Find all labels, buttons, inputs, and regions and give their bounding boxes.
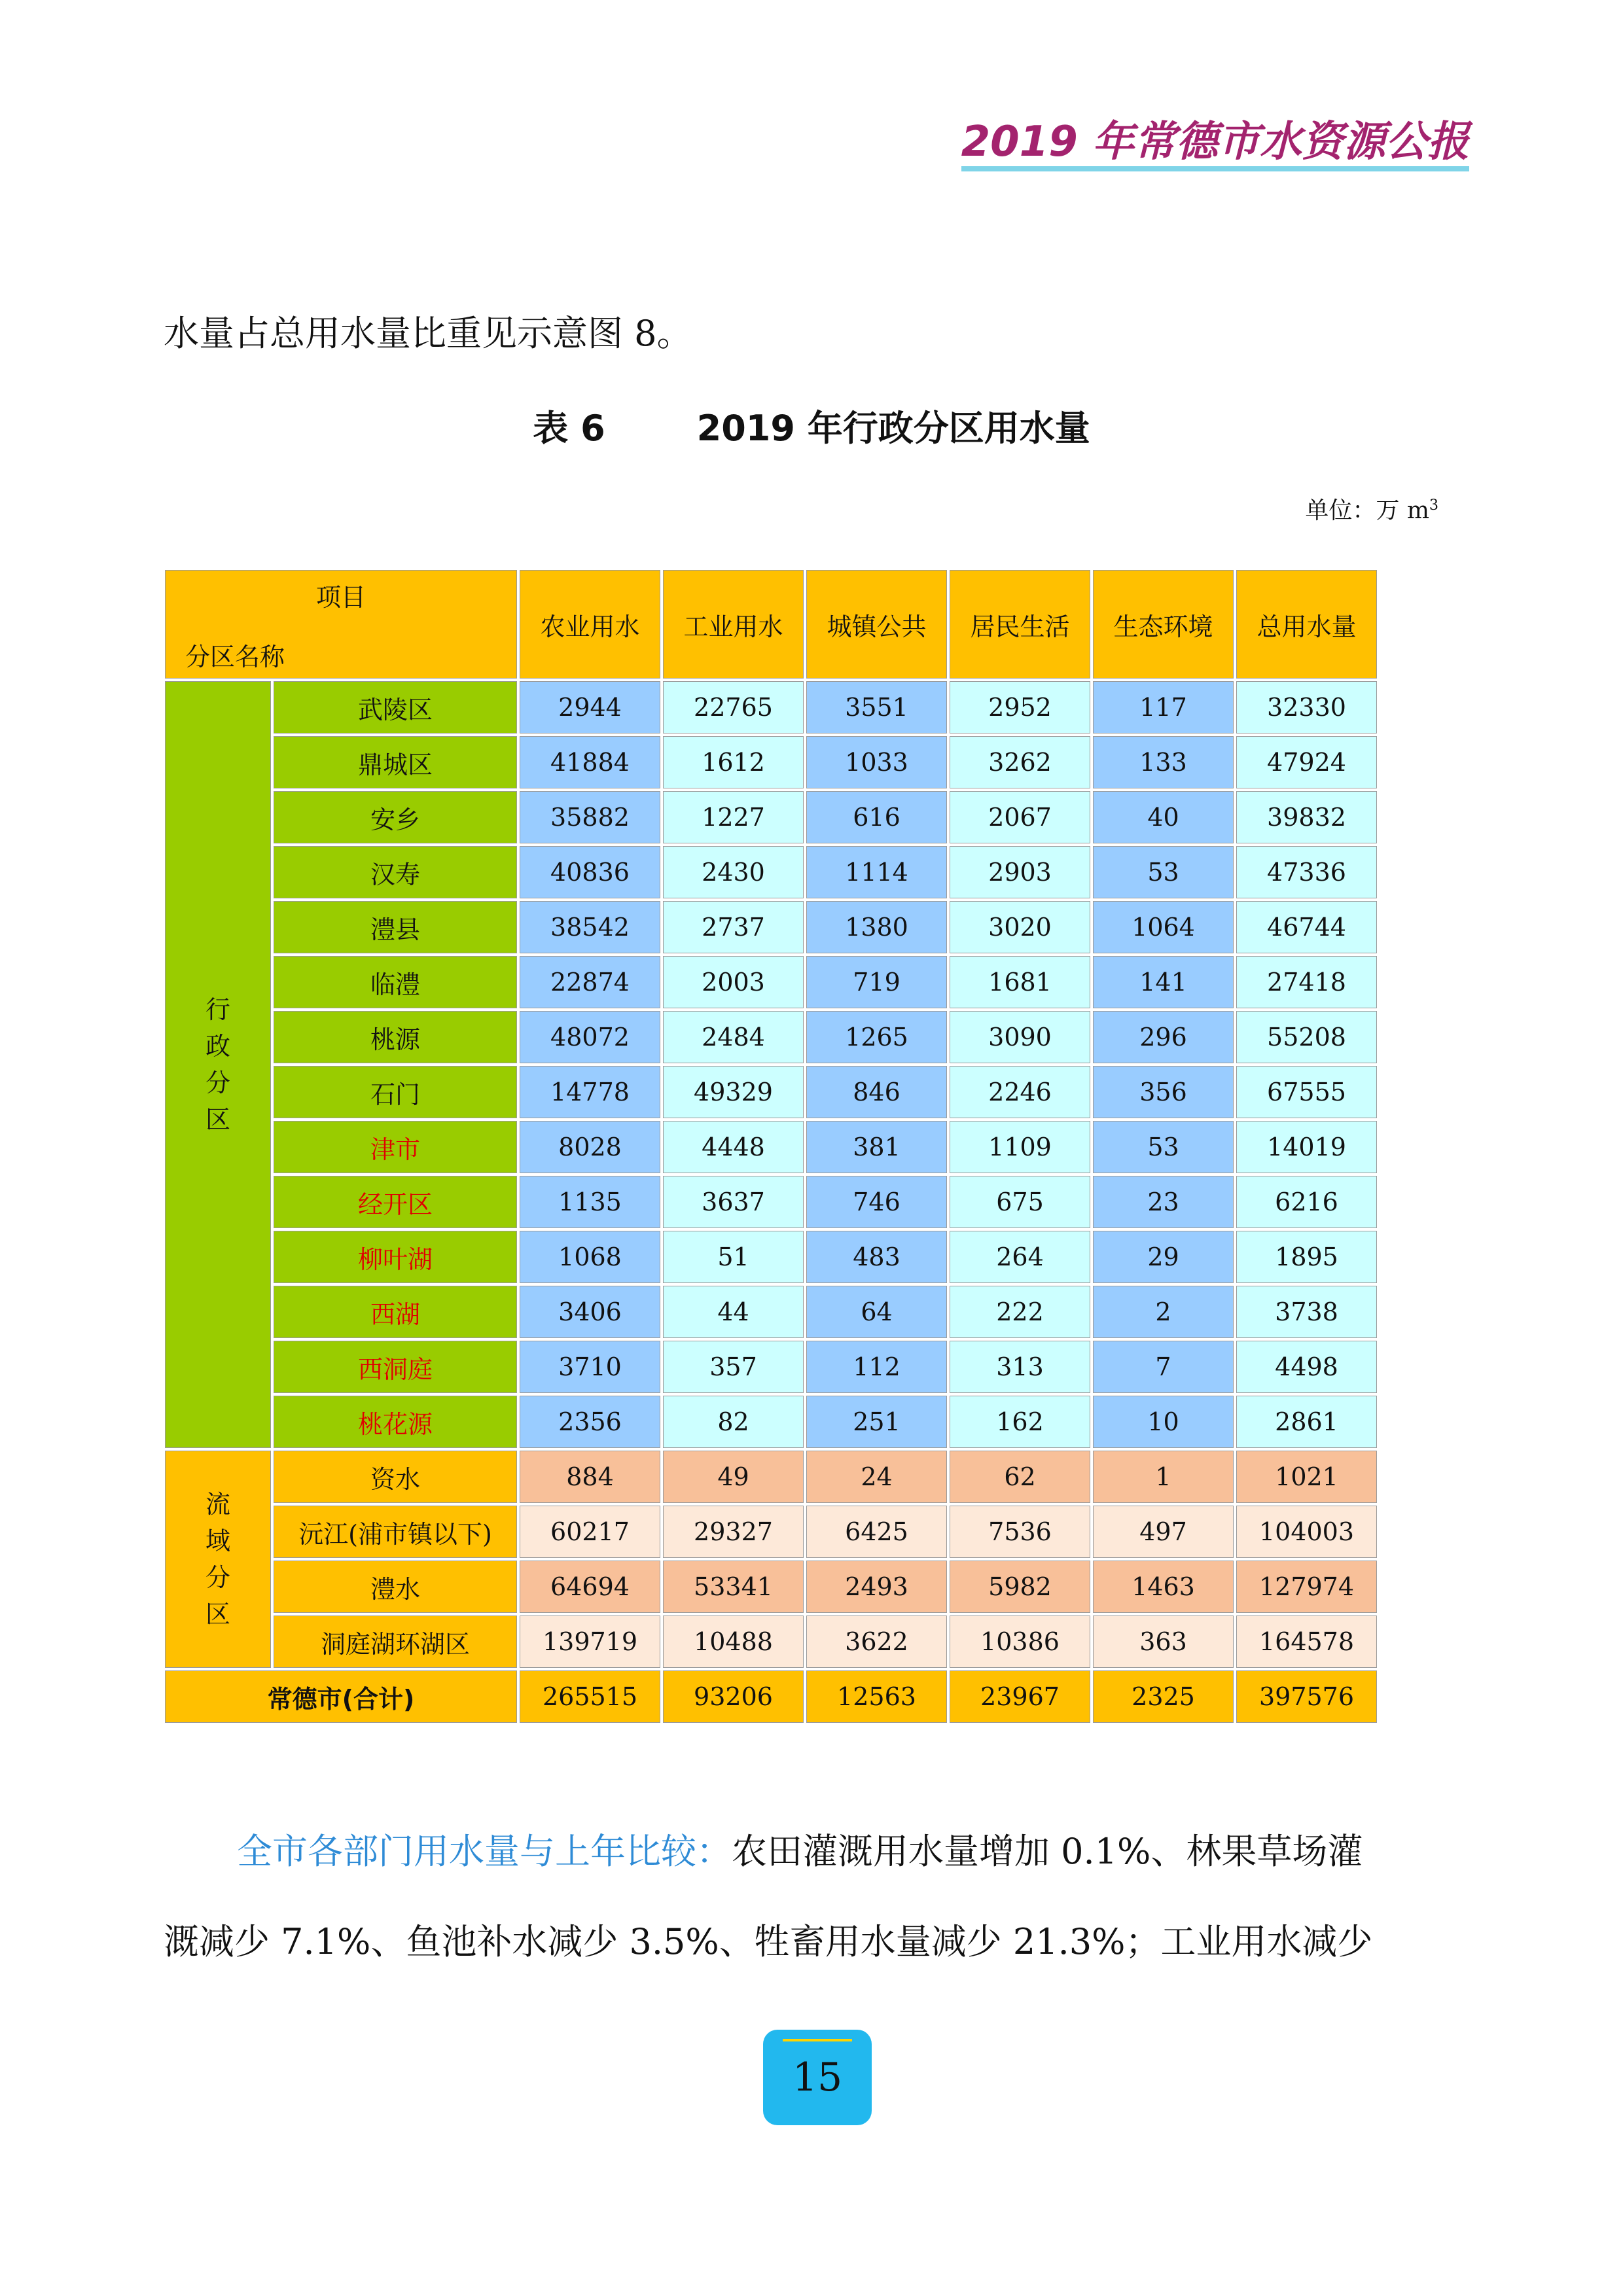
value-cell: 64694: [520, 1561, 660, 1613]
value-cell: 7: [1093, 1341, 1234, 1393]
total-row: [165, 1670, 1377, 1723]
value-cell: 162: [950, 1396, 1090, 1448]
comparison-paragraph-line2: 溉减少 7.1%、鱼池补水减少 3.5%、牲畜用水量减少 21.3%；工业用水减少: [164, 1921, 1373, 1962]
value-cell: 2003: [663, 956, 804, 1008]
value-cell: 3020: [950, 901, 1090, 953]
table-title: 2019 年行政分区用水量: [696, 408, 1090, 449]
table-row: [165, 681, 1377, 733]
value-cell: 40836: [520, 846, 660, 898]
value-cell: 46744: [1236, 901, 1377, 953]
value-cell: 5982: [950, 1561, 1090, 1613]
value-cell: 3090: [950, 1011, 1090, 1063]
value-cell: 2356: [520, 1396, 660, 1448]
row-name-cell: 沅江(浦市镇以下): [274, 1506, 517, 1558]
value-cell: 1109: [950, 1121, 1090, 1173]
table-row: [165, 1616, 1377, 1668]
row-name-cell: 汉寿: [274, 846, 517, 898]
value-cell: 67555: [1236, 1066, 1377, 1118]
value-cell: 1: [1093, 1451, 1234, 1503]
water-use-table: [162, 567, 1380, 1725]
header-name-label: 分区名称: [185, 643, 285, 671]
value-cell: 41884: [520, 736, 660, 788]
column-header: 生态环境: [1093, 570, 1234, 679]
value-cell: 7536: [950, 1506, 1090, 1558]
value-cell: 2952: [950, 681, 1090, 733]
value-cell: 29327: [663, 1506, 804, 1558]
table-row: [165, 736, 1377, 788]
table-row: [165, 791, 1377, 843]
total-value-cell: 2325: [1093, 1670, 1234, 1723]
table-row: [165, 1286, 1377, 1338]
value-cell: 64: [806, 1286, 947, 1338]
value-cell: 49329: [663, 1066, 804, 1118]
value-cell: 2484: [663, 1011, 804, 1063]
value-cell: 251: [806, 1396, 947, 1448]
value-cell: 82: [663, 1396, 804, 1448]
value-cell: 22765: [663, 681, 804, 733]
value-cell: 47336: [1236, 846, 1377, 898]
value-cell: 51: [663, 1231, 804, 1283]
table-row: [165, 1341, 1377, 1393]
value-cell: 47924: [1236, 736, 1377, 788]
value-cell: 32330: [1236, 681, 1377, 733]
value-cell: 3738: [1236, 1286, 1377, 1338]
row-name-cell: 洞庭湖环湖区: [274, 1616, 517, 1668]
comparison-line1: 农田灌溉用水量增加 0.1%、林果草场灌: [732, 1831, 1363, 1872]
value-cell: 1265: [806, 1011, 947, 1063]
comparison-paragraph-line1: [164, 1826, 1466, 1878]
value-cell: 3710: [520, 1341, 660, 1393]
column-header: 总用水量: [1236, 570, 1377, 679]
row-name-cell: 安乡: [274, 791, 517, 843]
value-cell: 10: [1093, 1396, 1234, 1448]
row-name-cell: 临澧: [274, 956, 517, 1008]
value-cell: 313: [950, 1341, 1090, 1393]
value-cell: 2903: [950, 846, 1090, 898]
column-header: 工业用水: [663, 570, 804, 679]
value-cell: 1114: [806, 846, 947, 898]
value-cell: 746: [806, 1176, 947, 1228]
value-cell: 4498: [1236, 1341, 1377, 1393]
table-row: [165, 1011, 1377, 1063]
value-cell: 1064: [1093, 901, 1234, 953]
page-number: 15: [763, 2030, 872, 2125]
value-cell: 35882: [520, 791, 660, 843]
value-cell: 44: [663, 1286, 804, 1338]
value-cell: 127974: [1236, 1561, 1377, 1613]
unit-superscript: 3: [1429, 497, 1438, 514]
value-cell: 357: [663, 1341, 804, 1393]
table-row: [165, 1561, 1377, 1613]
value-cell: 2861: [1236, 1396, 1377, 1448]
table-row: [165, 1121, 1377, 1173]
table-row: [165, 846, 1377, 898]
row-name-cell: 石门: [274, 1066, 517, 1118]
value-cell: 1033: [806, 736, 947, 788]
table-row: [165, 1396, 1377, 1448]
total-value-cell: 265515: [520, 1670, 660, 1723]
value-cell: 23: [1093, 1176, 1234, 1228]
total-value-cell: 23967: [950, 1670, 1090, 1723]
value-cell: 3637: [663, 1176, 804, 1228]
group-label-basin: [165, 1451, 271, 1668]
value-cell: 117: [1093, 681, 1234, 733]
report-title: 2019 年常德市水资源公报: [961, 119, 1469, 171]
row-name-cell: 资水: [274, 1451, 517, 1503]
value-cell: 29: [1093, 1231, 1234, 1283]
value-cell: 8028: [520, 1121, 660, 1173]
unit-text: 单位：万 m: [1305, 497, 1429, 524]
group-label-basin-text: 流 域 分 区: [205, 1490, 230, 1629]
group-label-admin-text: 行 政 分 区: [205, 995, 230, 1134]
value-cell: 14778: [520, 1066, 660, 1118]
table-row: [165, 1066, 1377, 1118]
value-cell: 719: [806, 956, 947, 1008]
value-cell: 363: [1093, 1616, 1234, 1668]
value-cell: 1135: [520, 1176, 660, 1228]
column-header: 居民生活: [950, 570, 1090, 679]
value-cell: 6216: [1236, 1176, 1377, 1228]
value-cell: 22874: [520, 956, 660, 1008]
row-name-cell: 桃源: [274, 1011, 517, 1063]
total-value-cell: 397576: [1236, 1670, 1377, 1723]
unit-label: [1305, 492, 1438, 525]
value-cell: 27418: [1236, 956, 1377, 1008]
value-cell: 62: [950, 1451, 1090, 1503]
value-cell: 53341: [663, 1561, 804, 1613]
value-cell: 1021: [1236, 1451, 1377, 1503]
row-name-cell: 西洞庭: [274, 1341, 517, 1393]
value-cell: 2493: [806, 1561, 947, 1613]
value-cell: 497: [1093, 1506, 1234, 1558]
lead-text: 水量占总用水量比重见示意图 8。: [164, 313, 692, 354]
value-cell: 55208: [1236, 1011, 1377, 1063]
value-cell: 3406: [520, 1286, 660, 1338]
value-cell: 381: [806, 1121, 947, 1173]
total-value-cell: 93206: [663, 1670, 804, 1723]
header-corner-cell: [165, 570, 517, 679]
value-cell: 1895: [1236, 1231, 1377, 1283]
value-cell: 60217: [520, 1506, 660, 1558]
value-cell: 112: [806, 1341, 947, 1393]
group-label-admin: [165, 681, 271, 1448]
value-cell: 296: [1093, 1011, 1234, 1063]
value-cell: 1227: [663, 791, 804, 843]
comparison-lead: 全市各部门用水量与上年比较：: [237, 1831, 732, 1872]
value-cell: 139719: [520, 1616, 660, 1668]
value-cell: 483: [806, 1231, 947, 1283]
value-cell: 39832: [1236, 791, 1377, 843]
header-item-label: 项目: [315, 583, 366, 612]
value-cell: 2944: [520, 681, 660, 733]
table-number: 表 6: [533, 408, 605, 449]
value-cell: 40: [1093, 791, 1234, 843]
value-cell: 356: [1093, 1066, 1234, 1118]
value-cell: 104003: [1236, 1506, 1377, 1558]
value-cell: 2430: [663, 846, 804, 898]
table-row: [165, 1231, 1377, 1283]
value-cell: 846: [806, 1066, 947, 1118]
value-cell: 675: [950, 1176, 1090, 1228]
value-cell: 2: [1093, 1286, 1234, 1338]
value-cell: 3262: [950, 736, 1090, 788]
table-row: [165, 956, 1377, 1008]
table-caption: [0, 400, 1623, 451]
value-cell: 4448: [663, 1121, 804, 1173]
value-cell: 1380: [806, 901, 947, 953]
value-cell: 53: [1093, 846, 1234, 898]
value-cell: 53: [1093, 1121, 1234, 1173]
value-cell: 38542: [520, 901, 660, 953]
table-row: [165, 1176, 1377, 1228]
value-cell: 884: [520, 1451, 660, 1503]
row-name-cell: 鼎城区: [274, 736, 517, 788]
row-name-cell: 经开区: [274, 1176, 517, 1228]
value-cell: 1068: [520, 1231, 660, 1283]
value-cell: 1463: [1093, 1561, 1234, 1613]
value-cell: 49: [663, 1451, 804, 1503]
value-cell: 264: [950, 1231, 1090, 1283]
column-header: 城镇公共: [806, 570, 947, 679]
row-name-cell: 澧水: [274, 1561, 517, 1613]
value-cell: 141: [1093, 956, 1234, 1008]
value-cell: 10386: [950, 1616, 1090, 1668]
table-row: [165, 901, 1377, 953]
value-cell: 2246: [950, 1066, 1090, 1118]
value-cell: 616: [806, 791, 947, 843]
total-label-cell: 常德市(合计): [165, 1670, 517, 1723]
row-name-cell: 津市: [274, 1121, 517, 1173]
value-cell: 1681: [950, 956, 1090, 1008]
row-name-cell: 武陵区: [274, 681, 517, 733]
value-cell: 10488: [663, 1616, 804, 1668]
table-row: [165, 1506, 1377, 1558]
value-cell: 3551: [806, 681, 947, 733]
value-cell: 2737: [663, 901, 804, 953]
value-cell: 14019: [1236, 1121, 1377, 1173]
value-cell: 2067: [950, 791, 1090, 843]
column-header: 农业用水: [520, 570, 660, 679]
value-cell: 133: [1093, 736, 1234, 788]
row-name-cell: 澧县: [274, 901, 517, 953]
value-cell: 48072: [520, 1011, 660, 1063]
row-name-cell: 西湖: [274, 1286, 517, 1338]
value-cell: 6425: [806, 1506, 947, 1558]
row-name-cell: 柳叶湖: [274, 1231, 517, 1283]
value-cell: 222: [950, 1286, 1090, 1338]
value-cell: 3622: [806, 1616, 947, 1668]
total-value-cell: 12563: [806, 1670, 947, 1723]
value-cell: 164578: [1236, 1616, 1377, 1668]
table-row: [165, 1451, 1377, 1503]
row-name-cell: 桃花源: [274, 1396, 517, 1448]
value-cell: 24: [806, 1451, 947, 1503]
table-header-row: [165, 570, 1377, 679]
value-cell: 1612: [663, 736, 804, 788]
